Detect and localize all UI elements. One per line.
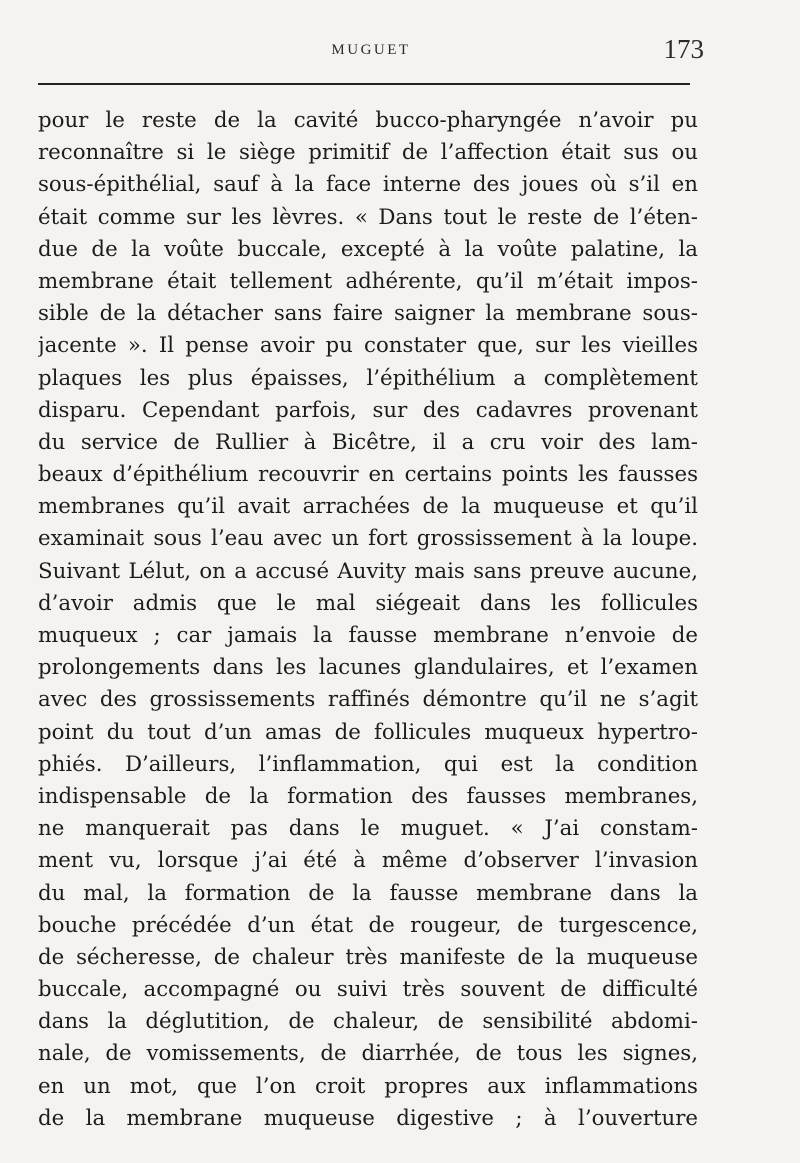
text-line: phiés. D’ailleurs, l’inflammation, qui est la condition [38,751,698,777]
text-line: d’avoir admis que le mal siégeait dans les follicules [38,590,698,616]
text-line: ment vu, lorsque j’ai été à même d’observer l’invasion [38,848,698,874]
text-line: était comme sur les lèvres. « Dans tout le reste de l’éten- [38,204,698,230]
text-line: muqueux ; car jamais la fausse membrane n’envoie de [38,623,698,648]
text-line: jacente ». Il pense avoir pu constater que, sur les vieilles [38,333,698,359]
text-line: sous-épithélial, sauf à la face interne des joues où s’il en [38,172,698,198]
running-head [38,34,704,64]
text-line: disparu. Cependant parfois, sur des cadavres provenant [38,397,698,423]
text-line: Suivant Lélut, on a accusé Auvity mais sans preuve aucune, [38,558,698,584]
page-number: 173 [663,34,704,64]
text-line: examinait sous l’eau avec un fort grossissement à la loupe. [38,526,698,552]
text-line: plaques les plus épaisses, l’épithélium a complètement [38,365,698,391]
body-text [38,105,698,1135]
text-line: sible de la détacher sans faire saigner la membrane sous- [38,301,698,327]
running-title: MUGUET [331,42,411,58]
text-line: prolongements dans les lacunes glandulaires, et l’examen [38,655,698,681]
header-rule [38,83,690,85]
text-line: du service de Rullier à Bicêtre, il a cru voir des lam- [38,429,698,455]
text-line: de sécheresse, de chaleur très manifeste de la muqueuse [38,944,698,970]
text-line: ne manquerait pas dans le muguet. « J’ai constam- [38,816,698,842]
text-line: de la membrane muqueuse digestive ; à l’ouverture [38,1105,698,1131]
text-line: membranes qu’il avait arrachées de la muqueuse et qu’il [38,494,698,520]
text-line: due de la voûte buccale, excepté à la voûte palatine, la [38,236,698,262]
text-line: pour le reste de la cavité bucco-pharyngée n’avoir pu [38,108,698,133]
text-line: nale, de vomissements, de diarrhée, de tous les signes, [38,1041,698,1067]
text-line: en un mot, que l’on croit propres aux inflammations [38,1073,698,1099]
text-line: buccale, accompagné ou suivi très souvent de difficulté [38,977,698,1003]
text-line: point du tout d’un amas de follicules muqueux hypertro- [38,719,698,745]
text-line: indispensable de la formation des fausses membranes, [38,783,698,809]
text-line: du mal, la formation de la fausse membrane dans la [38,880,698,906]
text-line: reconnaître si le siège primitif de l’affection était sus ou [38,140,698,166]
text-line: membrane était tellement adhérente, qu’il m’était impos- [38,268,698,294]
text-line: beaux d’épithélium recouvrir en certains points les fausses [38,462,698,488]
text-line: bouche précédée d’un état de rougeur, de turgescence, [38,912,698,938]
text-line: avec des grossissements raffinés démontre qu’il ne s’agit [38,687,698,713]
text-line: dans la déglutition, de chaleur, de sensibilité abdomi- [38,1009,698,1035]
